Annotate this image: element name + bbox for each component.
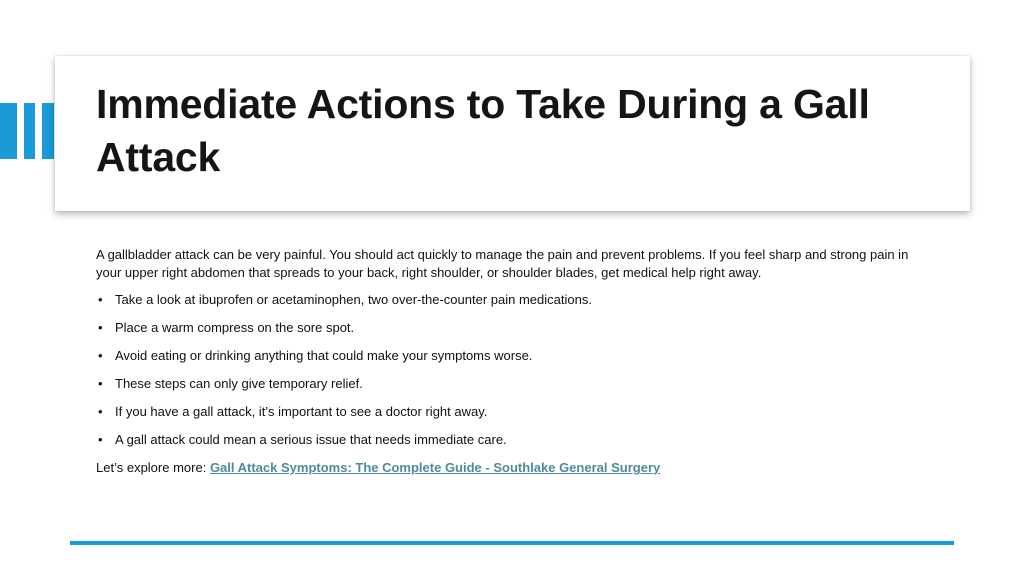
bullet-text: Take a look at ibuprofen or acetaminophen, two over-the-counter pain medications.: [115, 292, 592, 307]
list-item: [96, 319, 916, 337]
accent-bar: [24, 103, 35, 159]
intro-paragraph: A gallbladder attack can be very painful. You should act quickly to manage the pain and prevent problems. If you feel sharp and strong pain in your upper right abdomen that spreads to your back, right shoulder, or shoulder blades, get medical help right away.: [96, 247, 909, 280]
bullet-icon: •: [98, 348, 103, 363]
bullet-text: These steps can only give temporary relief.: [115, 376, 363, 391]
list-item: [96, 375, 916, 393]
list-item: [96, 291, 916, 309]
list-item: [96, 403, 916, 421]
accent-bar: [42, 103, 54, 159]
bullet-text: Place a warm compress on the sore spot.: [115, 320, 355, 335]
explore-more-line: [96, 459, 916, 477]
accent-bar: [0, 103, 17, 159]
bullet-text: Avoid eating or drinking anything that could make your symptoms worse.: [115, 348, 533, 363]
decorative-accent-bars: [0, 103, 54, 159]
bullet-text: If you have a gall attack, it’s important to see a doctor right away.: [115, 404, 488, 419]
explore-more-prefix: Let’s explore more:: [96, 460, 210, 475]
bullet-icon: •: [98, 404, 103, 419]
bullet-icon: •: [98, 292, 103, 307]
bullet-icon: •: [98, 320, 103, 335]
slide-body: [96, 246, 916, 477]
bullet-icon: •: [98, 432, 103, 447]
title-card: [55, 56, 970, 211]
bullet-text: A gall attack could mean a serious issue that needs immediate care.: [115, 432, 507, 447]
bottom-divider: [70, 541, 954, 545]
list-item: [96, 431, 916, 449]
list-item: [96, 347, 916, 365]
slide-title: Immediate Actions to Take During a Gall Attack: [96, 81, 870, 180]
bullet-list: [96, 291, 916, 449]
bullet-icon: •: [98, 376, 103, 391]
guide-link[interactable]: Gall Attack Symptoms: The Complete Guide - Southlake General Surgery: [209, 460, 661, 475]
